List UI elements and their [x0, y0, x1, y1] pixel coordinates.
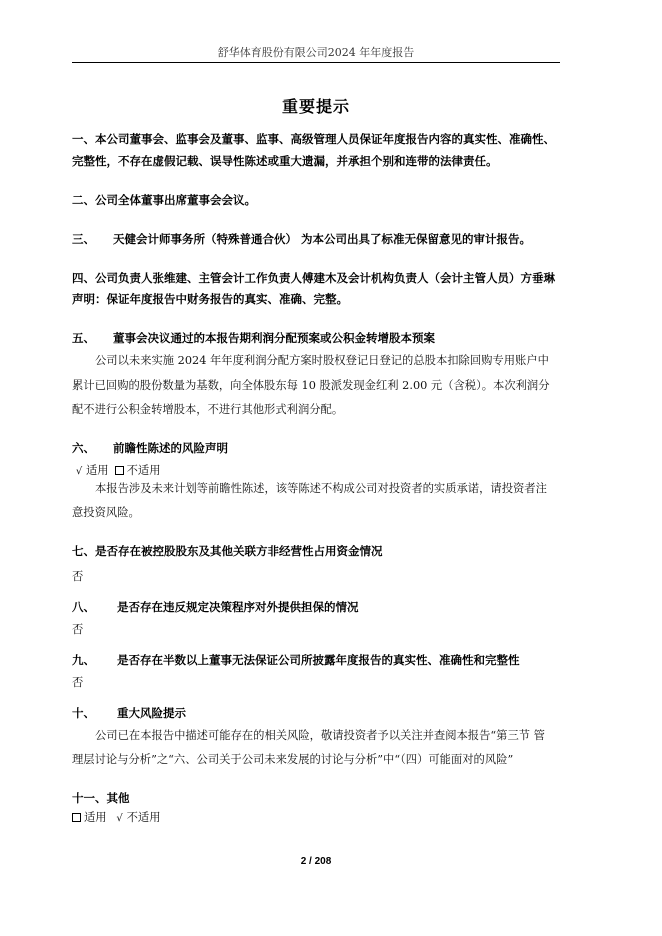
checkbox-empty-icon — [72, 813, 81, 822]
not-applicable-label: 不适用 — [126, 464, 161, 477]
section-9-heading — [72, 653, 562, 668]
section-8-answer: 否 — [72, 623, 84, 636]
section-5-body-line-1: 公司以未来实施 2024 年年度利润分配方案时股权登记日登记的总股本扣除回购专用账户中 — [95, 354, 549, 367]
section-8-heading-text: 是否存在违反规定决策程序对外提供担保的情况 — [117, 600, 359, 614]
section-5-body-line-3: 配不进行公积金转增股本，不进行其他形式利润分配。 — [72, 403, 344, 416]
section-9-answer: 否 — [72, 676, 84, 689]
section-1-line-1: 一、本公司董事会、监事会及董事、监事、高级管理人员保证年度报告内容的真实性、准确性、 — [72, 132, 555, 146]
section-5-heading — [72, 331, 562, 346]
section-6-body-line-2: 意投资风险。 — [72, 506, 140, 519]
section-10-body-line-1: 公司已在本报告中描述可能存在的相关风险，敬请投资者予以关注并查阅本报告“第三节 管 — [95, 729, 545, 742]
section-3-text: 天健会计师事务所（特殊普通合伙） 为本公司出具了标准无保留意见的审计报告。 — [113, 232, 531, 246]
section-6-applicability — [72, 463, 562, 479]
section-3-number: 三、 — [72, 232, 95, 246]
section-11-heading: 十一、其他 — [72, 791, 130, 805]
section-1-line-2: 完整性，不存在虚假记载、误导性陈述或重大遗漏，并承担个别和连带的法律责任。 — [72, 154, 498, 168]
running-header: 舒华体育股份有限公司2024 年年度报告 — [217, 46, 415, 59]
section-4-line-1: 四、公司负责人张维建、主管会计工作负责人傅建木及会计机构负责人（会计主管人员）方垂琳 — [72, 271, 555, 285]
section-6-body-line-1: 本报告涉及未来计划等前瞻性陈述，该等陈述不构成公司对投资者的实质承诺，请投资者注 — [95, 482, 547, 495]
section-6-heading-text: 前瞻性陈述的风险声明 — [113, 441, 228, 455]
section-8-number: 八、 — [72, 600, 95, 614]
check-mark-icon: √ — [75, 466, 83, 477]
section-4-line-2: 声明：保证年度报告中财务报告的真实、准确、完整。 — [72, 292, 348, 306]
section-6-number: 六、 — [72, 441, 95, 455]
header-rule — [72, 62, 560, 63]
section-7-heading: 七、是否存在被控股股东及其他关联方非经营性占用资金情况 — [72, 544, 383, 558]
section-9-heading-text: 是否存在半数以上董事无法保证公司所披露年度报告的真实性、准确性和完整性 — [117, 653, 520, 667]
not-applicable-label: 不适用 — [126, 811, 161, 824]
section-10-number: 十、 — [72, 706, 95, 720]
checkbox-empty-icon — [115, 466, 124, 475]
section-10-heading-text: 重大风险提示 — [117, 706, 186, 720]
section-5-number: 五、 — [72, 331, 95, 345]
section-7-answer: 否 — [72, 570, 84, 583]
applicable-label: 适用 — [86, 464, 109, 477]
section-5-body-line-2: 累计已回购的股份数量为基数，向全体股东每 10 股派发现金红利 2.00 元（含税）。本次利润分 — [72, 379, 550, 392]
section-6-heading — [72, 441, 562, 456]
section-5-heading-text: 董事会决议通过的本报告期利润分配预案或公积金转增股本预案 — [113, 331, 435, 345]
section-2-line: 二、公司全体董事出席董事会会议。 — [72, 193, 256, 207]
section-11-applicability — [72, 810, 562, 826]
applicable-label: 适用 — [84, 811, 107, 824]
section-8-heading — [72, 600, 562, 615]
page-number: 2 / 208 — [300, 856, 332, 867]
section-10-body-line-2: 理层讨论与分析”之“六、公司关于公司未来发展的讨论与分析”中“（四）可能面对的风险” — [72, 753, 514, 766]
section-10-heading — [72, 706, 562, 721]
check-mark-icon: √ — [116, 813, 123, 824]
section-9-number: 九、 — [72, 653, 95, 667]
section-3-line — [72, 232, 562, 247]
page-title: 重要提示 — [281, 97, 350, 116]
